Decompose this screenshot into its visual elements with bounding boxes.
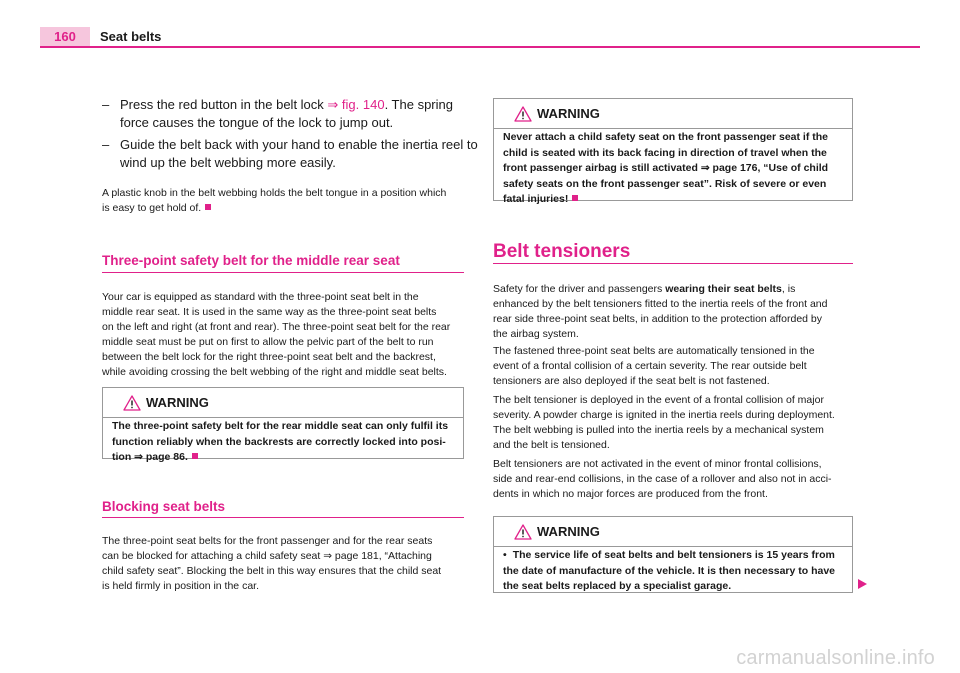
text-line: The three-point safety belt for the rear middle seat can only fulfil its: [112, 420, 449, 432]
fig-140-link[interactable]: ⇒ fig. 140: [327, 97, 385, 112]
end-mark-icon: [572, 195, 578, 201]
step-1-line-1: [120, 95, 470, 114]
text-line: Your car is equipped as standard with the three-point seat belt in the: [102, 291, 419, 303]
text-line: dents in which no major forces are produced from the front.: [493, 488, 768, 500]
text-line: The belt webbing is pulled into the inertia reels by a mechanical system: [493, 424, 824, 436]
text-line: on the left and right (at front and rear). The three-point seat belt for the rear: [102, 321, 451, 333]
text-run: The service life of seat belts and belt tensioners is 15 years from: [512, 549, 835, 561]
note-line-1: A plastic knob in the belt webbing holds the belt tongue in a position which: [102, 187, 447, 199]
page-number: 160: [54, 29, 76, 44]
text-line: severity. A powder charge is ignited in the inertia reels during deployment.: [493, 409, 835, 421]
text-line: middle seat must be put on first to allow the pelvic part of the belt to run: [102, 336, 434, 348]
text-line: front passenger airbag is still activated ⇒ page 176, “Use of child: [503, 162, 829, 174]
text-line: [503, 192, 844, 208]
text-line: Never attach a child safety seat on the front passenger seat if the: [503, 131, 829, 143]
end-mark-icon: [192, 453, 198, 459]
section-1-paragraph: [102, 290, 470, 380]
warning-header: [494, 517, 852, 547]
step-1-text-post: . The spring: [384, 97, 453, 112]
text-line: between the belt lock for the right three-point seat belt and the backrest,: [102, 351, 436, 363]
section-rule: [493, 263, 853, 264]
text-line: while avoiding crossing the belt webbing of the right and middle seat belts.: [102, 366, 447, 378]
text-line: the date of manufacture of the vehicle. It is then necessary to have: [503, 564, 836, 577]
warning-box-2: [493, 98, 853, 205]
section-rule: [102, 517, 464, 518]
warning-triangle-icon: [123, 395, 141, 411]
warning-triangle-icon: [514, 524, 532, 540]
warning-triangle-icon: [514, 106, 532, 122]
text-line: is held firmly in position in the car.: [102, 580, 259, 592]
text-line: function reliably when the backrests are correctly locked into posi-: [112, 435, 446, 448]
section-heading-belt-tensioners: Belt tensioners: [493, 241, 631, 262]
warning-box-3: [493, 516, 853, 593]
step-bullet-1: –: [102, 97, 110, 112]
text-line: [112, 450, 455, 466]
warning-header: [103, 388, 463, 418]
text-line: can be blocked for attaching a child safety seat ⇒ page 181, “Attaching: [102, 550, 432, 562]
belt-tensioners-paragraph-2: [493, 344, 863, 389]
warning-header: [494, 99, 852, 129]
step-2-line-2: wind up the belt webbing more easily.: [120, 155, 336, 170]
text-line: safety seats on the front passenger seat”. Risk of severe or even: [503, 177, 827, 190]
section-rule: [102, 272, 464, 273]
text-line: child safety seat”. Blocking the belt in this way ensures that the child seat: [102, 565, 442, 577]
text-line: the airbag system.: [493, 328, 579, 340]
section-2-paragraph: [102, 534, 470, 594]
text-line: tensioners are also deployed if the seat belt is not fastened.: [493, 375, 770, 387]
text-line: Belt tensioners are not activated in the event of minor frontal collisions,: [493, 458, 822, 470]
page-title: Seat belts: [100, 29, 162, 44]
page-86-reference[interactable]: tion ⇒ page 86.: [112, 451, 188, 463]
text-run: , is: [781, 283, 796, 295]
note-line-2: [102, 201, 211, 216]
text-line: [493, 282, 863, 297]
text-line: enhanced by the belt tensioners fitted to the inertia reels of the front and: [493, 298, 828, 310]
warning-box-1: [102, 387, 464, 463]
warning-text: [503, 548, 844, 595]
belt-tensioners-paragraph-3: [493, 393, 863, 453]
note-line-2-text: is easy to get hold of.: [102, 202, 202, 214]
step-bullet-2: –: [102, 137, 110, 152]
text-line: The belt tensioner is deployed in the event of a frontal collision of major: [493, 394, 824, 406]
text-line: [503, 548, 844, 564]
text-line: event of a frontal collision of a certain severity. The rear outside belt: [493, 360, 807, 372]
text-line: child is seated with its back facing in direction of travel when the: [503, 146, 827, 159]
belt-tensioners-paragraph-1: [493, 282, 863, 342]
text-line: side and rear-end collisions, in the case of a rollover and also not in acci-: [493, 473, 832, 485]
next-page-arrow-icon[interactable]: [856, 578, 868, 590]
step-1-line-2: force causes the tongue of the lock to jump out.: [120, 115, 394, 130]
warning-text: [503, 130, 844, 208]
text-run: Safety for the driver and passengers: [493, 283, 666, 295]
text-line: rear side three-point seat belts, in addition to the protection afforded by: [493, 313, 823, 325]
text-line: middle rear seat. It is used in the same way as the three-point seat belts: [102, 306, 437, 318]
step-1-text: Press the red button in the belt lock: [120, 97, 328, 112]
warning-title: WARNING: [537, 524, 600, 539]
belt-tensioners-paragraph-4: [493, 457, 863, 502]
text-line: the seat belts replaced by a specialist garage.: [503, 580, 732, 592]
header-rule: [40, 46, 920, 48]
watermark: carmanualsonline.info: [736, 647, 935, 669]
section-heading-middle-rear-seat: Three-point safety belt for the middle rear seat: [102, 253, 400, 268]
emphasis-text: wearing their seat belts: [665, 283, 782, 295]
bullet: •: [503, 549, 507, 561]
text-line: The fastened three-point seat belts are automatically tensioned in the: [493, 345, 815, 357]
text-line: and the belt is tensioned.: [493, 439, 610, 451]
step-2-line-1: Guide the belt back with your hand to enable the inertia reel to: [120, 137, 478, 152]
text-line: The three-point seat belts for the front passenger and for the rear seats: [102, 535, 433, 547]
warning-title: WARNING: [537, 106, 600, 121]
section-heading-blocking-seat-belts: Blocking seat belts: [102, 499, 226, 514]
end-mark-icon: [205, 204, 211, 210]
text-line-end: fatal injuries!: [503, 193, 569, 205]
warning-text: [112, 419, 455, 466]
warning-title: WARNING: [146, 395, 209, 410]
